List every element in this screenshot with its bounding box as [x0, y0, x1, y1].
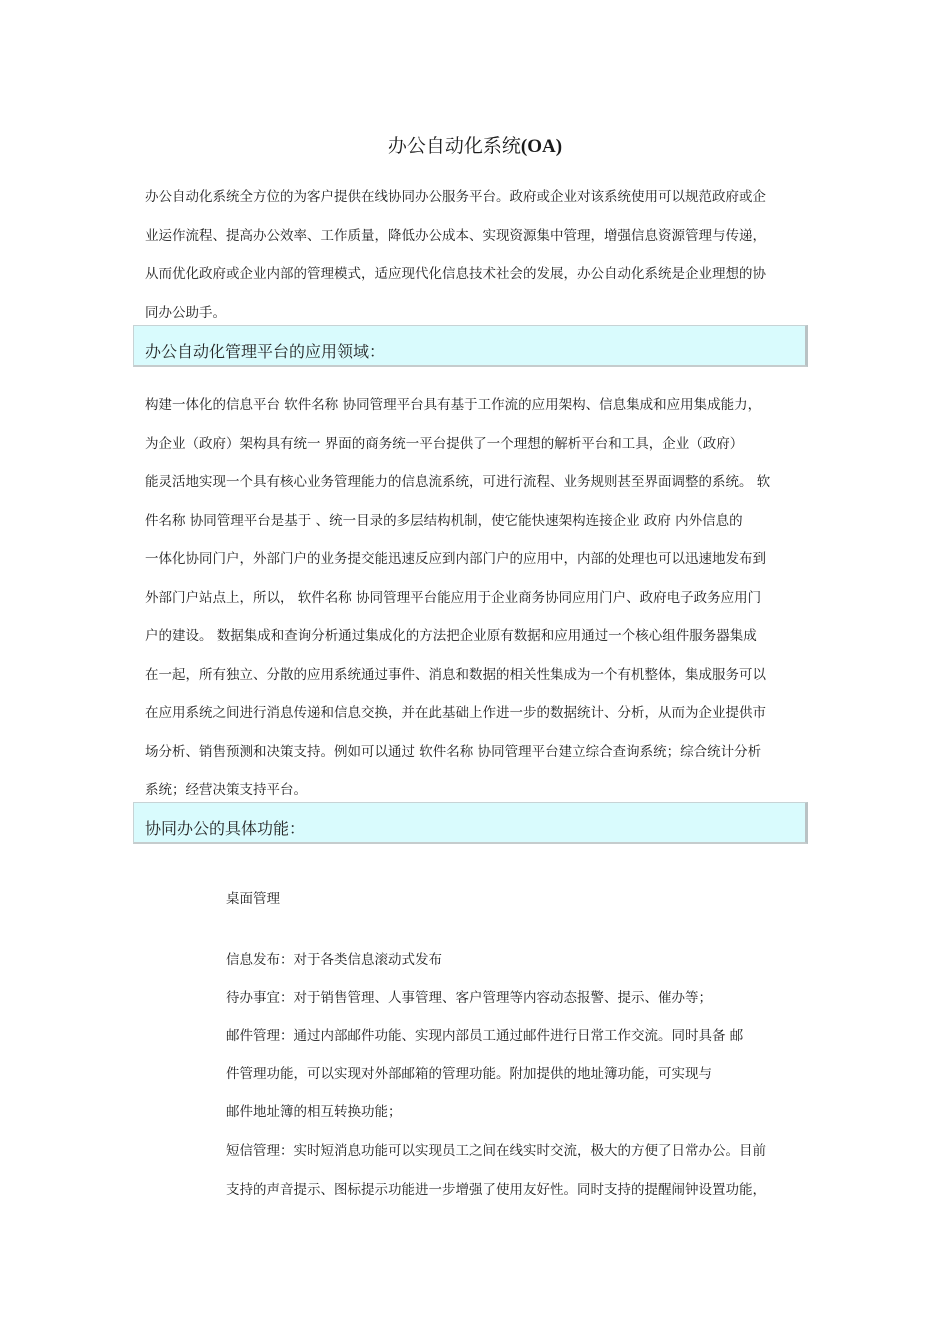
body-line: 系统；经营决策支持平台。	[145, 782, 307, 798]
title-suffix: (OA)	[520, 136, 563, 157]
feature-sms-line: 短信管理：实时短消息功能可以实现员工之间在线实时交流，极大的方便了日常办公。目前	[226, 1143, 766, 1159]
title-main: 办公自动化系统	[387, 135, 521, 157]
intro-paragraph	[145, 178, 813, 332]
feature-todo: 待办事宜：对于销售管理、人事管理、客户管理等内容动态报警、提示、催办等；	[226, 990, 712, 1006]
intro-line: 同办公助手。	[145, 304, 226, 321]
body-line: 为企业（政府）架构具有统一 界面的商务统一平台提供了一个理想的解析平台和工具，企业（政府）	[145, 435, 744, 452]
feature-mail-line: 件管理功能，可以实现对外部邮箱的管理功能。附加提供的地址簿功能，可实现与	[226, 1066, 712, 1082]
feature-sms-line: 支持的声音提示、图标提示功能进一步增强了使用友好性。同时支持的提醒闹钟设置功能，	[226, 1182, 766, 1198]
body-paragraph	[145, 386, 813, 810]
body-line: 场分析、销售预测和决策支持。例如可以通过 软件名称 协同管理平台建立综合查询系统；综合统计分析	[145, 743, 762, 760]
intro-line: 从而优化政府或企业内部的管理模式，适应现代化信息技术社会的发展，办公自动化系统是企业理想的协	[145, 266, 766, 282]
intro-line: 办公自动化系统全方位的为客户提供在线协同办公服务平台。政府或企业对该系统使用可以规范政府或企	[145, 189, 766, 205]
body-line: 在一起，所有独立、分散的应用系统通过事件、消息和数据的相关性集成为一个有机整体，集成服务可以	[145, 666, 766, 683]
document-title	[0, 133, 950, 160]
feature-info-publish: 信息发布：对于各类信息滚动式发布	[226, 952, 442, 968]
feature-mail-line: 邮件地址簿的相互转换功能；	[226, 1104, 402, 1120]
body-line: 构建一体化的信息平台 软件名称 协同管理平台具有基于工作流的应用架构、信息集成和应用集成能力，	[145, 397, 762, 413]
section-heading-bar-application	[133, 325, 808, 367]
body-line: 户的建设。 数据集成和查询分析通过集成化的方法把企业原有数据和应用通过一个核心组件服务器集成	[145, 628, 757, 644]
section-heading-application: 办公自动化管理平台的应用领域：	[145, 342, 386, 361]
feature-mail-line: 邮件管理：通过内部邮件功能、实现内部员工通过邮件进行日常工作交流。同时具备 邮	[226, 1028, 744, 1044]
section-heading-functions: 协同办公的具体功能：	[145, 819, 306, 838]
intro-line: 业运作流程、提高办公效率、工作质量，降低办公成本、实现资源集中管理，增强信息资源管理与传递，	[145, 227, 766, 244]
body-line: 外部门户站点上，所以， 软件名称 协同管理平台能应用于企业商务协同应用门户、政府电子政务应用门	[145, 589, 762, 606]
body-line: 在应用系统之间进行消息传递和信息交换，并在此基础上作进一步的数据统计、分析，从而为企业提供市	[145, 705, 766, 721]
body-line: 能灵活地实现一个具有核心业务管理能力的信息流系统，可进行流程、业务规则甚至界面调整的系统。 软	[145, 474, 771, 490]
body-line: 件名称 协同管理平台是基于 、统一目录的多层结构机制，使它能快速架构连接企业 政府 内外信息的	[145, 512, 743, 529]
section-heading-bar-functions	[133, 802, 808, 844]
feature-desktop: 桌面管理	[226, 891, 280, 907]
body-line: 一体化协同门户，外部门户的业务提交能迅速反应到内部门户的应用中，内部的处理也可以迅速地发布到	[145, 551, 766, 567]
